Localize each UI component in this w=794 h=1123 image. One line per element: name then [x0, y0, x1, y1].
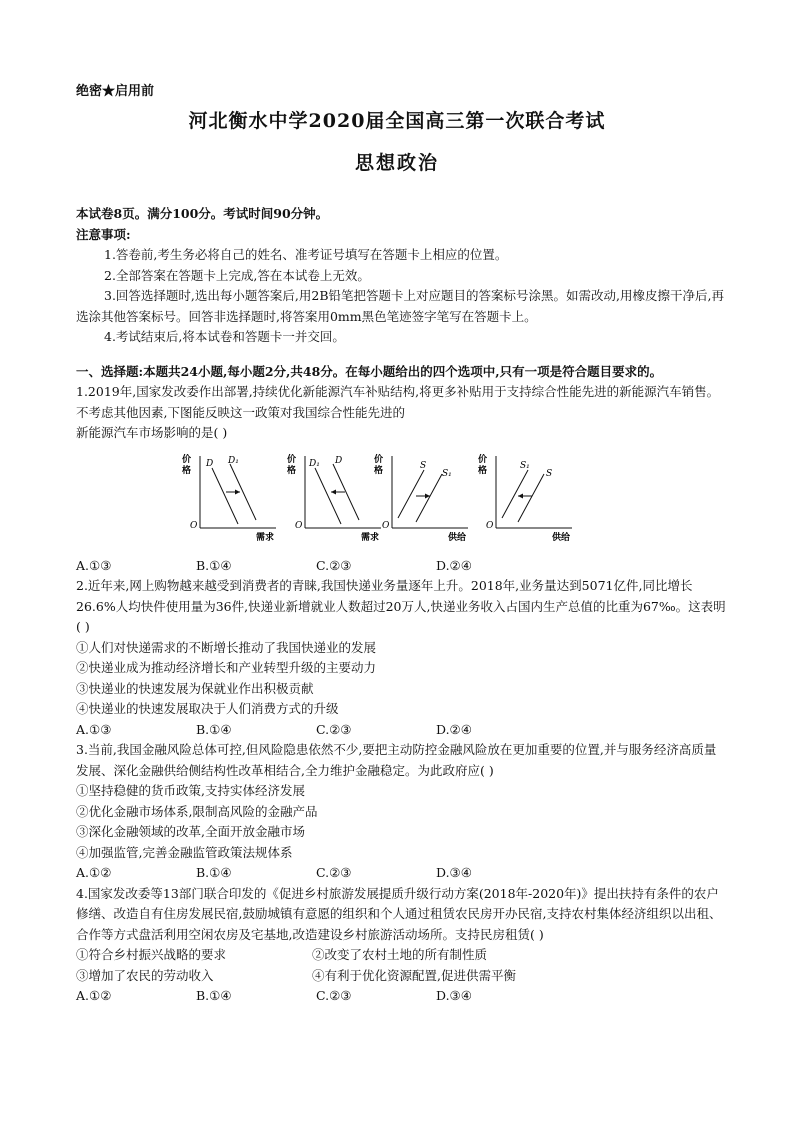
graph-1 — [180, 448, 280, 554]
option-c: C.②③ — [316, 557, 352, 573]
notice-item: 4.考试结束后,将本试卷和答题卡一并交回。 — [104, 329, 345, 344]
option-c: C.②③ — [316, 721, 352, 737]
option-b: B.①④ — [196, 557, 232, 573]
graph-1-arrow-head — [235, 489, 240, 494]
graph-3-line-b — [416, 474, 442, 522]
notice-item: 3.回答选择题时,选出每小题答案后,用2B铅笔把答题卡上对应题目的答案标号涂黑。如需改动,用橡皮擦干净后,再选涂其他答案标号。回答非选择题时,将答案用0mm黑色笔迹签字笔写在答题卡上。 — [76, 288, 724, 324]
graph-4-y-label-2: 格 — [478, 465, 488, 476]
section-heading: 一、选择题:本题共24小题,每小题2分,共48分。在每小题给出的四个选项中,只有一项是符合题目要求的。 — [76, 363, 663, 379]
option-d: D.②④ — [436, 721, 472, 737]
question-1-options — [76, 556, 726, 577]
graph-4-line-b-label: S — [546, 468, 553, 479]
graph-1-y-label-1: 价 — [182, 454, 192, 465]
graph-1-line-a — [212, 468, 238, 524]
question-3-item: ①坚持稳健的货币政策,支持实体经济发展 — [76, 783, 305, 798]
graph-3-line-a — [398, 470, 424, 518]
notice-title: 注意事项: — [76, 226, 131, 242]
graph-3-line-b-label: S₁ — [442, 468, 452, 479]
graph-2 — [285, 448, 385, 554]
question-3-stem: 3.当前,我国金融风险总体可控,但风险隐患依然不少,要把主动防控金融风险放在更加重要的位置,并与服务经济高质量发展、深化金融供给侧结构性改革相结合,全力维护金融稳定。为此政府应( ) — [76, 742, 717, 778]
graph-1-line-b-label: D₁ — [228, 455, 239, 466]
option-d: D.③④ — [436, 865, 472, 880]
question-3-item: ③深化金融领域的改革,全面开放金融市场 — [76, 824, 305, 839]
graph-3-origin: O — [382, 520, 390, 531]
question-2-item: ②快递业成为推动经济增长和产业转型升级的主要动力 — [76, 660, 377, 675]
graph-4 — [476, 448, 576, 554]
option-d: D.③④ — [436, 988, 472, 1003]
question-2-stem: 2.近年来,网上购物越来越受到消费者的青睐,我国快递业务量逐年上升。2018年,业务量达到5071亿件,同比增长26.6%人均快件使用量为36件,快递业新增就业人数超过20万人,快递业务收入占国内生产总值的比重为67‰。这表明( ) — [76, 578, 726, 634]
graph-2-line-a-label: D₁ — [309, 458, 320, 469]
graph-3 — [372, 448, 472, 554]
option-b: B.①④ — [196, 721, 232, 737]
graph-4-line-a-label: S₁ — [520, 460, 530, 471]
option-b: B.①④ — [196, 865, 232, 880]
graph-2-y-label-1: 价 — [287, 454, 297, 465]
question-4-items-row-1 — [76, 945, 726, 966]
graph-4-x-label: 供给 — [552, 532, 571, 543]
question-1-stem-b: 新能源汽车市场影响的是( ) — [76, 425, 228, 440]
question-4-item: ②改变了农村土地的所有制性质 — [312, 947, 488, 962]
option-a: A.①③ — [76, 721, 112, 737]
option-a: A.①③ — [76, 557, 112, 573]
question-4-item: ③增加了农民的劳动收入 — [76, 967, 214, 983]
graph-4-arrow-head — [518, 493, 523, 498]
question-2-item: ③快递业的快速发展为保就业作出积极贡献 — [76, 680, 314, 696]
question-2-item: ④快递业的快速发展取决于人们消费方式的升级 — [76, 701, 339, 716]
exam-title: 河北衡水中学2020届全国高三第一次联合考试 — [188, 110, 606, 132]
graph-1-x-label: 需求 — [256, 532, 275, 543]
graph-3-x-label: 供给 — [448, 532, 467, 543]
graph-2-line-a — [315, 468, 341, 524]
graph-1-line-a-label: D — [206, 458, 214, 469]
option-a: A.①② — [76, 988, 112, 1003]
graph-2-line-b-label: D — [335, 455, 343, 466]
graph-1-y-label-2: 格 — [182, 465, 192, 476]
exam-content — [76, 204, 726, 1007]
exam-info: 本试卷8页。满分100分。考试时间90分钟。 — [76, 206, 329, 221]
question-2-options — [76, 720, 726, 741]
question-1-graphs — [76, 448, 726, 554]
question-3-item: ④加强监管,完善金融监管政策法规体系 — [76, 844, 293, 860]
graph-4-origin: O — [486, 520, 494, 531]
graph-2-x-label: 需求 — [361, 532, 380, 543]
graph-2-origin: O — [295, 520, 303, 531]
question-3-item: ②优化金融市场体系,限制高风险的金融产品 — [76, 803, 318, 819]
notice-item: 1.答卷前,考生务必将自己的姓名、准考证号填写在答题卡上相应的位置。 — [104, 247, 508, 262]
graph-3-line-a-label: S — [420, 460, 427, 471]
option-d: D.②④ — [436, 557, 472, 573]
graph-3-y-label-1: 价 — [374, 454, 384, 465]
graph-3-y-label-2: 格 — [374, 465, 384, 476]
question-2-item: ①人们对快递需求的不断增长推动了我国快递业的发展 — [76, 639, 377, 655]
graph-1-origin: O — [190, 520, 198, 531]
notice-item: 2.全部答案在答题卡上完成,答在本试卷上无效。 — [104, 267, 370, 283]
secret-label: 绝密★启用前 — [76, 84, 155, 99]
question-4-item: ④有利于优化资源配置,促进供需平衡 — [312, 967, 516, 983]
option-b: B.①④ — [196, 988, 232, 1003]
option-c: C.②③ — [316, 865, 352, 880]
graph-2-arrow-head — [331, 489, 336, 494]
question-4-item: ①符合乡村振兴战略的要求 — [76, 947, 227, 962]
question-1-stem: 1.2019年,国家发改委作出部署,持续优化新能源汽车补贴结构,将更多补贴用于支持综合性能先进的新能源汽车销售。不考虑其他因素,下图能反映这一政策对我国综合性能先进的 — [76, 384, 720, 420]
question-3-options — [76, 863, 726, 884]
question-4-options — [76, 986, 726, 1007]
option-c: C.②③ — [316, 988, 352, 1003]
option-a: A.①② — [76, 865, 112, 880]
question-4-stem: 4.国家发改委等13部门联合印发的《促进乡村旅游发展提质升级行动方案(2018年-2020年)》提出扶持有条件的农户修缮、改造自有住房发展民宿,鼓励城镇有意愿的组织和个人通过租赁农民房开办民宿,支持农村集体经济组织以出租、合作等方式盘活利用空闲农房及宅基地,改造建设乡村旅游活动场所。支持民房租赁( ) — [76, 885, 722, 942]
graph-4-y-label-1: 价 — [478, 454, 488, 465]
subject-title: 思想政治 — [354, 152, 439, 174]
graph-2-y-label-2: 格 — [287, 465, 297, 476]
question-4-items-row-2 — [76, 966, 726, 987]
